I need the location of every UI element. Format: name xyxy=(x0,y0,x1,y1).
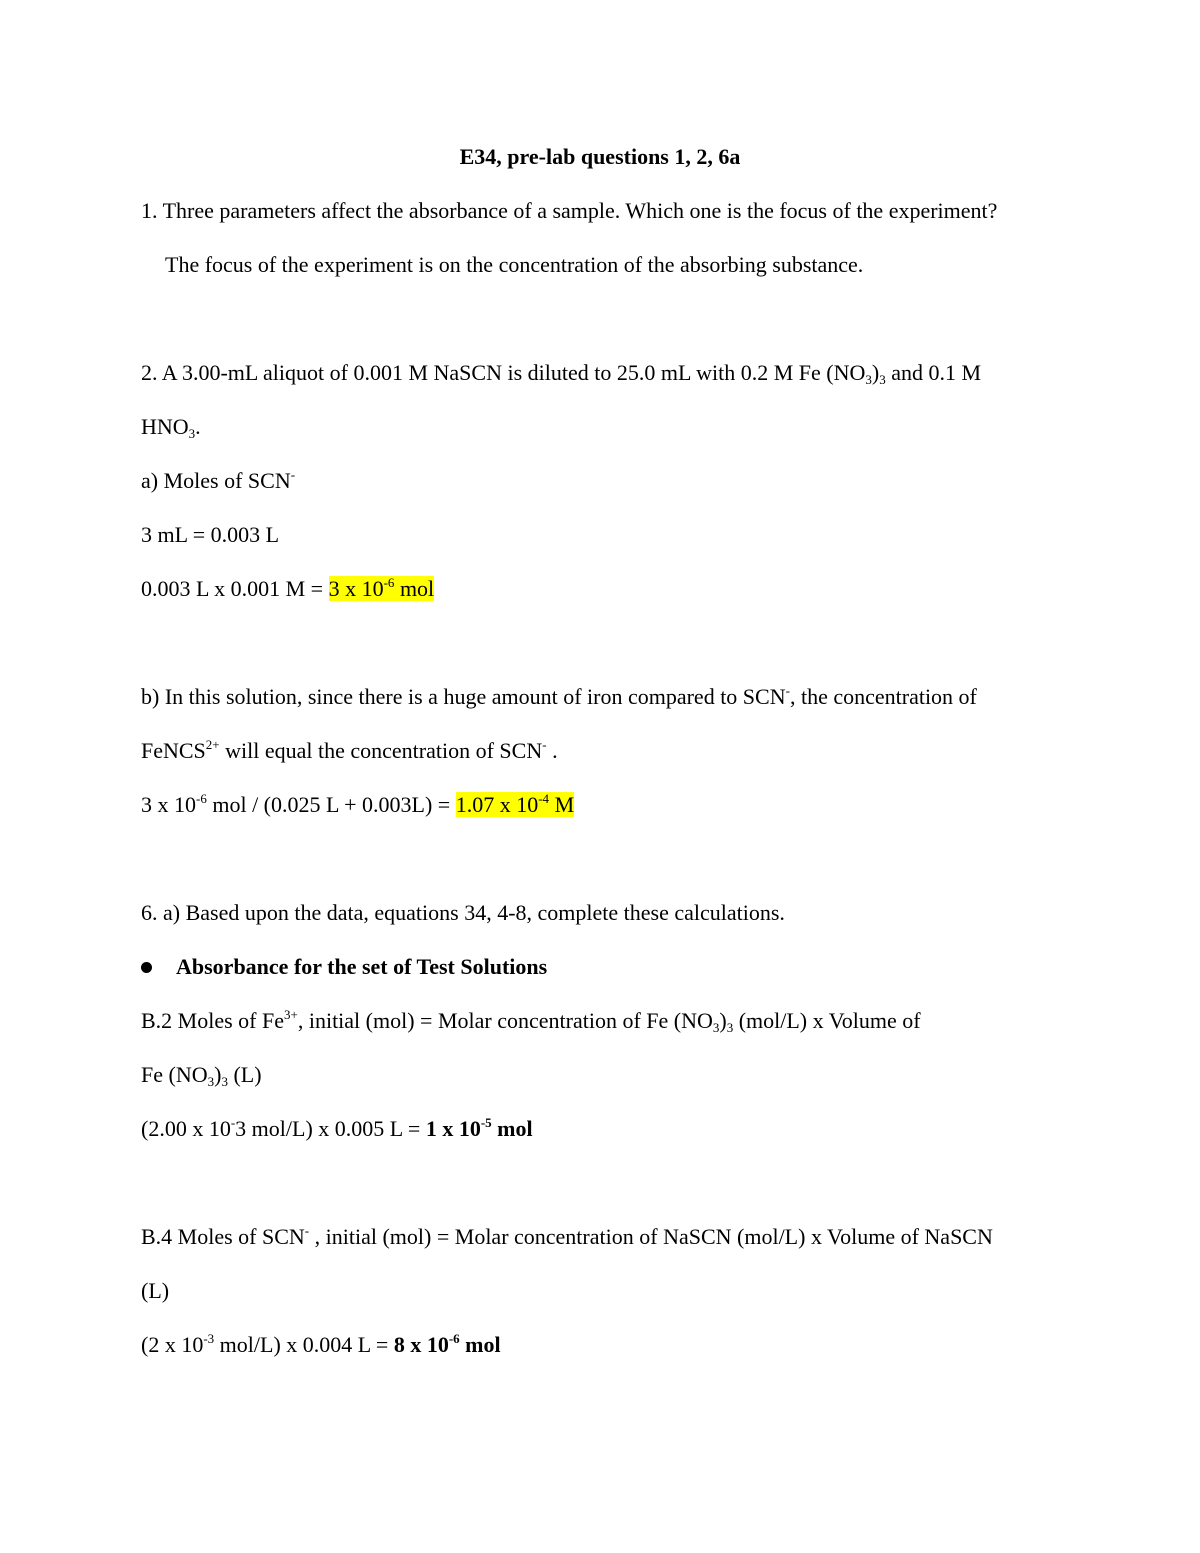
b4-line-1: B.4 Moles of SCN- , initial (mol) = Molar concentration of NaSCN (mol/L) x Volume of NaSCN xyxy=(141,1223,993,1249)
bullet-dot-icon xyxy=(141,962,152,973)
part-a-calculation: 0.003 L x 0.001 M = 3 x $10^{-6}$ mol xyxy=(141,575,435,601)
question-2-line-2: $HNO_3$. xyxy=(141,414,201,441)
part-b-line-2: FeNCS$^{2+}$ will equal the concentration of SCN- . xyxy=(141,737,558,763)
b2-result: 1 x $10^{-5}$ mol xyxy=(425,1115,533,1141)
b4-result: 8 x $10^{-6}$ mol xyxy=(393,1331,501,1357)
part-a-label: a) Moles of SCN- xyxy=(141,467,296,493)
b2-calculation: (2.00 x 10-3 mol/L) x 0.005 L = 1 x $10^{-5}$ mol xyxy=(141,1115,533,1141)
part-a-conversion: 3 mL = 0.003 L xyxy=(141,522,280,547)
part-b-result-highlight: 1.07 x $10^{-4}$ M xyxy=(455,791,575,817)
b2-line-1: B.2 Moles of $Fe^{3+}$, initial (mol) = Molar concentration of Fe $(NO_3)_3$ (mol/L) x Volume of xyxy=(141,1007,921,1035)
question-6-intro: 6. a) Based upon the data, equations 34, 4-8, complete these calculations. xyxy=(141,900,785,925)
page-title: E34, pre-lab questions 1, 2, 6a xyxy=(459,144,741,169)
question-1: 1. Three parameters affect the absorbance of a sample. Which one is the focus of the experiment? xyxy=(141,198,998,223)
question-2-line-1: 2. A 3.00-mL aliquot of 0.001 M NaSCN is diluted to 25.0 mL with 0.2 M Fe $(NO_3)_3$ and 0.1 M xyxy=(141,360,982,387)
b2-line-2: Fe $(NO_3)_3$ (L) xyxy=(141,1062,262,1089)
b4-line-2: (L) xyxy=(141,1278,170,1303)
answer-1: The focus of the experiment is on the concentration of the absorbing substance. xyxy=(165,252,864,277)
part-b-line-1: b) In this solution, since there is a huge amount of iron compared to SCN-, the concentration of xyxy=(141,683,977,709)
b4-calculation: (2 x $10^{-3}$ mol/L) x 0.004 L = 8 x $10^{-6}$ mol xyxy=(141,1331,501,1357)
part-b-calculation: 3 x $10^{-6}$ mol / (0.025 L + 0.003L) = 1.07 x $10^{-4}$ M xyxy=(141,791,575,817)
part-a-result-highlight: 3 x $10^{-6}$ mol xyxy=(328,575,435,601)
bullet-heading: Absorbance for the set of Test Solutions xyxy=(176,954,548,979)
